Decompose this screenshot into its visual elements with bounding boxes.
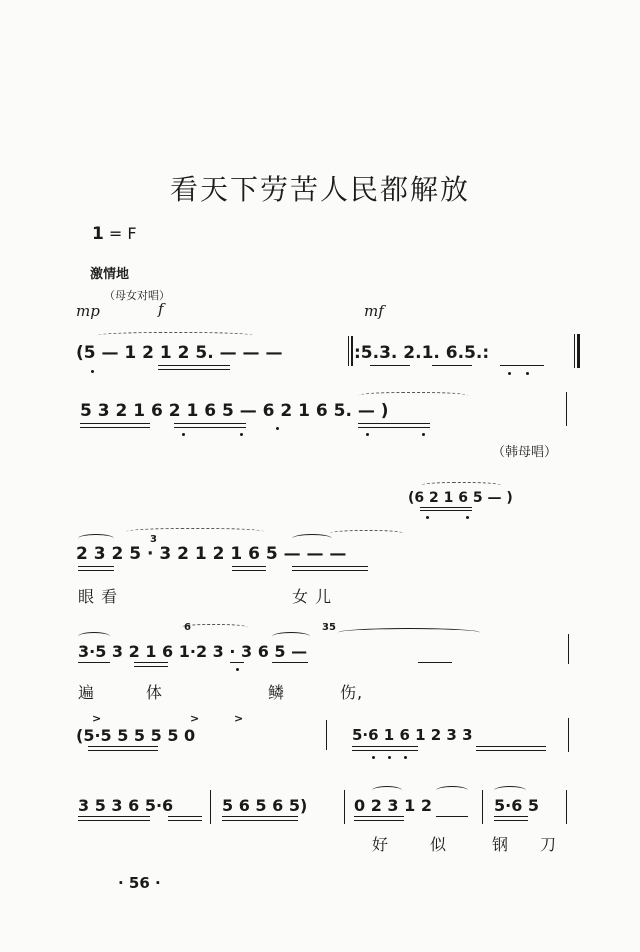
grace-note-1: 3 — [150, 534, 157, 545]
notation-line-1: (5 — 1 2 1 2 5. — — — — [76, 343, 283, 363]
lyric-a1: 眼 看 — [78, 587, 119, 606]
lyric-b1: 遍 — [78, 683, 96, 702]
page-number: · 56 · — [118, 874, 161, 892]
notation-line-6b: 5·6 1 6 1 2 3 3 — [352, 726, 473, 744]
performer-note-2: （韩母唱） — [492, 445, 558, 460]
key-signature: 1 = F — [92, 224, 137, 244]
notation-line-3: (6 2 1 6 5 — ) — [408, 490, 513, 506]
dynamic-mf: mf — [364, 302, 384, 320]
lyric-b3: 鳞 — [268, 683, 286, 702]
lyric-b2: 体 — [146, 683, 164, 702]
grace-note-2: 6 — [184, 622, 191, 633]
notation-line-4: 2 3 2 5 · 3 2 1 2 1 6 5 — — — — [76, 544, 347, 564]
lyric-c3: 钢 — [492, 835, 510, 854]
lyric-a2: 女 儿 — [292, 587, 333, 606]
notation-line-1-repeat: :5.3. 2.1. 6.5.: — [354, 343, 490, 363]
notation-line-7c: 0 2 3 1 2 — [354, 796, 432, 815]
lyric-c1: 好 — [372, 835, 390, 854]
lyric-c4: 刀 — [540, 835, 558, 854]
lyric-c2: 似 — [430, 835, 448, 854]
notation-line-7a: 3 5 3 6 5·6 — [78, 796, 174, 815]
dynamic-f: f — [158, 300, 164, 318]
page-title: 看天下劳苦人民都解放 — [169, 173, 470, 206]
notation-line-5: 3·5 3 2 1 6 1·2 3 · 3 6 5 — — [78, 642, 308, 661]
grace-note-3: 35 — [322, 622, 336, 633]
notation-line-6a: (5·5 5 5 5 5 0 — [76, 726, 196, 745]
notation-line-7b: 5 6 5 6 5) — [222, 796, 308, 815]
performer-note: （母女对唱） — [104, 289, 170, 302]
lyric-b4: 伤, — [340, 683, 364, 702]
notation-line-2: 5 3 2 1 6 2 1 6 5 — 6 2 1 6 5. — ) — [80, 401, 389, 421]
dynamic-mp: mp — [76, 302, 100, 320]
notation-line-7d: 5·6 5 — [494, 796, 540, 815]
tempo-marking: 激情地 — [90, 267, 130, 282]
